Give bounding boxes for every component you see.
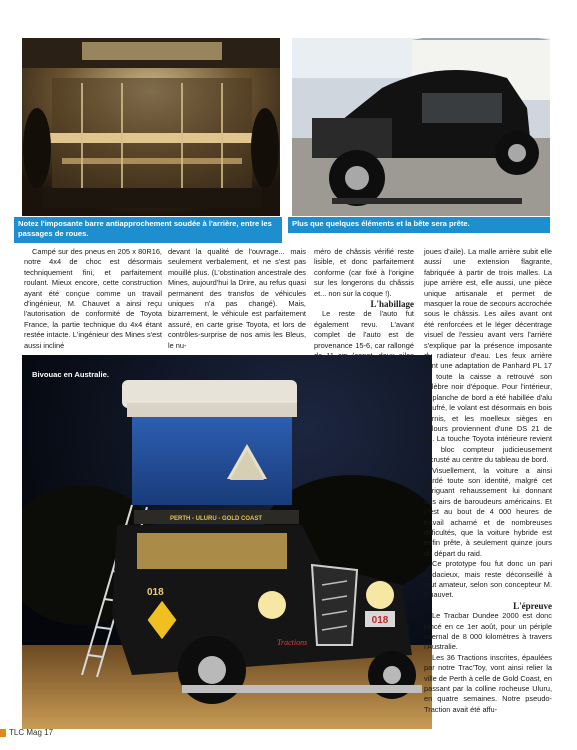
text-column-3 xyxy=(314,247,414,372)
heading-epreuve: L'épreuve xyxy=(513,600,552,611)
column-1-paragraph: Campé sur des pneus en 205 x 80R16, notre 4x4 de choc est désormais techniquement fini, et parfaitement roulant. Mieux encore, cette construction ayant été conçue comme un travail d'ingénieur, M. Chauvet a ainsi reçu l'autorisation de conformité de Toyota France, la partie technique du 4x4 étant restée intacte. L'ingénieur des Mines s'est aussi incliné xyxy=(24,247,162,350)
heading-habillage: L'habillage xyxy=(370,299,414,310)
column-2-paragraph: devant la qualité de l'ouvrage... mais seulement verbalement, et ne s'est pas mouillé plus. (L'obstination ancestrale des Mines, aujourd'hui la Drire, au refus quasi permanent des transfos de véhicules uniques n'a pas changé). Mais, bizarrement, le véhicule est parfaitement assuré, en carte grise Toyota, et lors de contrôles-surprise de nos amis les Bleus, le nu- xyxy=(168,247,306,350)
folio-marker xyxy=(0,729,6,737)
column-3-paragraph-b: Le reste de l'auto fut également revu. L'avant complet de l'auto est de provenance 15-6, car rallongé xyxy=(314,309,414,350)
photo-chassis xyxy=(292,38,550,216)
page-folio xyxy=(0,728,53,737)
column-4-paragraph-4: Le Tracbar Dundee 2000 est donc lancé en ce 1er août, pour un périple infernal de 8 000 kilomètres à travers l'Australie. xyxy=(424,611,552,652)
caption-rear-bar xyxy=(14,217,282,243)
column-3-paragraph-a: méro de châssis vérifié reste lisible, et donc parfaitement conforme (car fixé à l'origine sur les longerons du châssis et... non sur la coque !). xyxy=(314,247,414,298)
caption-rear-bar-text: Notez l'imposante barre antiapprochement soudée à l'arrière, entre les passages de roues. xyxy=(18,219,272,238)
folio-page-number: 17 xyxy=(44,728,54,737)
photo-rear-bar xyxy=(22,38,280,216)
column-4-paragraph-2: Visuellement, la voiture a ainsi gardé toute son identité, malgré cet intriguant rehaussement lui donnant des airs de baroudeurs américains. Et c'est au bout de 4 000 heures de travail acharné et de nombreuses difficultés, que la voiture hybride est enfin prête, à seulement quinze jours du départ du raid. xyxy=(424,465,552,558)
caption-chassis xyxy=(288,217,550,233)
column-4-paragraph-3: Ce prototype fou fut donc un pari audacieux, mais reste déconseillé à tout amateur, selon son concepteur M. Chauvet. xyxy=(424,559,552,600)
text-column-1 xyxy=(24,247,162,351)
car-number-front: 018 xyxy=(371,615,389,626)
car-banner-text: PERTH - ULURU - GOLD COAST xyxy=(170,516,262,522)
chassis-illustration xyxy=(292,38,550,216)
caption-chassis-text: Plus que quelques éléments et la bête sera prête. xyxy=(292,219,470,228)
rear-bar-illustration xyxy=(22,38,280,216)
folio-label: TLC Mag xyxy=(9,728,42,737)
car-number-side: 018 xyxy=(147,587,164,598)
bivouac-illustration xyxy=(22,355,432,729)
caption-bivouac: Bivouac en Australie. xyxy=(32,370,109,379)
column-4-paragraph-1: joues d'aile). La malle arrière subit elle aussi une extension flagrante, fabriquée à partir de trois malles. La jupe arrière est, elle aussi, une pièce unique artisanale et permet de masquer la roue de secours accrochée sous le châssis. Les ailes avant ont été renforcées et le léger décentrage visuel de l'essieu avant vers l'arrière s'explique par la présence imposante du radiateur d'eau. Les feux arrière sont une adaptation de Panhard PL 17 et toute la caisse a retrouvé son célèbre noir d'époque. Pour l'intérieur, la planche de bord a été habillée d'alu gaufré, le volant est désormais en bois vernis, et les moelleux sièges en velours proviennent d'une DS 21 de 63. La touche Toyota intérieure revient au bloc compteur judicieusement incrusté au centre du tableau de bord. xyxy=(424,247,552,465)
column-4-paragraph-5: Les 36 Tractions inscrites, épaulées par notre Trac'Toy, vont ainsi relier la ville de Perth à celle de Gold Coast, en passant par la colline rocheuse Uluru, en quatre semaines. Notre pseudo-Traction avait été affu- xyxy=(424,652,552,714)
car-brand-text: Tractions xyxy=(277,638,308,647)
text-column-2 xyxy=(168,247,306,351)
photo-bivouac xyxy=(22,355,432,729)
text-column-4 xyxy=(424,247,552,715)
